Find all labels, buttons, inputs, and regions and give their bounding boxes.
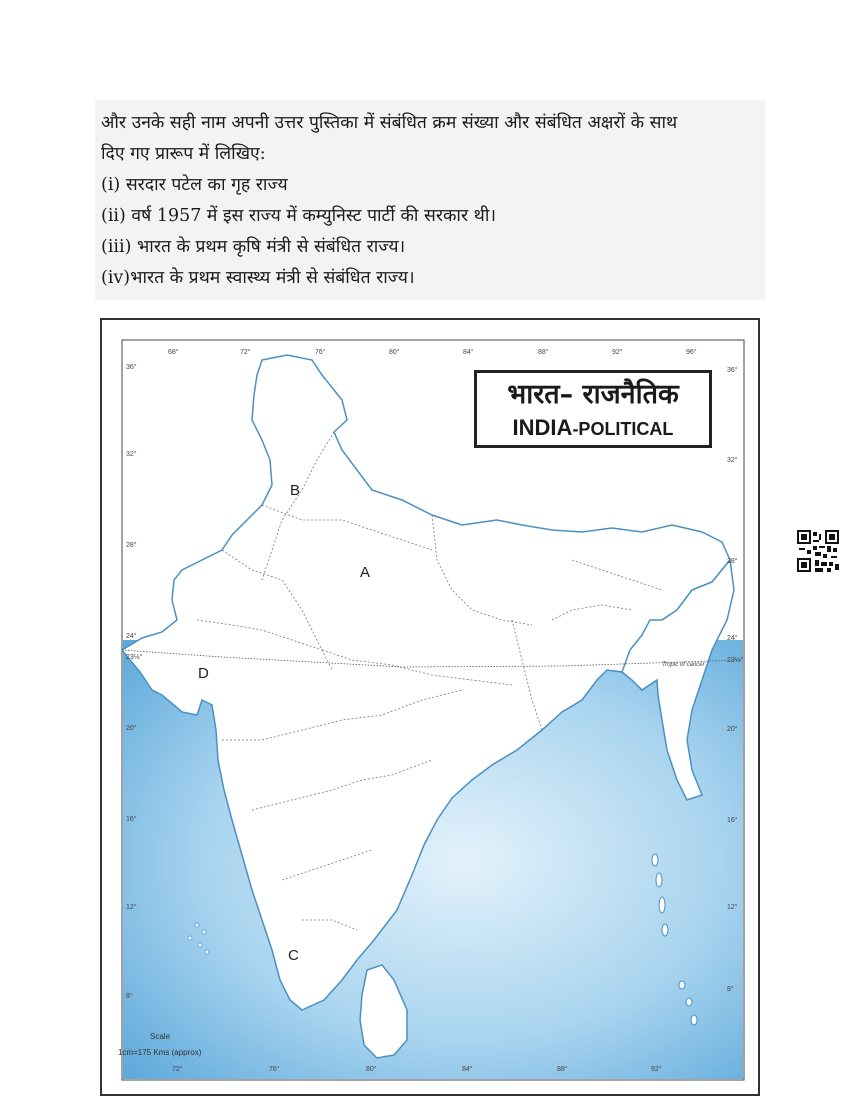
scale-label: Scale: [150, 1032, 171, 1041]
map-title-english-sub: -POLITICAL: [572, 419, 674, 439]
map-marker-b: B: [290, 482, 301, 499]
question-item-2: (ii) वर्ष 1957 में इस राज्य में कम्युनिस्ट पार्टी की सरकार थी।: [101, 206, 497, 226]
right-latitude-9: 8°: [727, 986, 734, 993]
right-latitude-2: 32°: [727, 457, 738, 464]
right-latitude-6: 20°: [727, 726, 738, 733]
left-latitude-8: 12°: [126, 904, 137, 911]
top-longitude-2: 72°: [240, 349, 251, 356]
left-latitude-5: 23½°: [126, 654, 143, 661]
right-latitude-5: 23½°: [727, 657, 744, 664]
top-longitude-5: 84°: [463, 349, 474, 356]
bottom-longitude-6: 92°: [651, 1066, 662, 1073]
scale-value: 1cm=175 Kms (approx): [118, 1048, 202, 1057]
map-title-english: [477, 413, 709, 444]
top-longitude-8: 96°: [686, 349, 697, 356]
map-marker-a: A: [360, 564, 371, 581]
bottom-longitude-5: 88°: [557, 1066, 568, 1073]
left-latitude-4: 24°: [126, 633, 137, 640]
question-intro-line-1: और उनके सही नाम अपनी उत्तर पुस्तिका में संबंधित क्रम संख्या और संबंधित अक्षरों के साथ: [101, 113, 678, 133]
map-title-english-main: INDIA: [512, 415, 573, 440]
left-latitude-1: 36°: [126, 364, 137, 371]
question-intro-line-2: दिए गए प्रारूप में लिखिए:: [101, 144, 266, 164]
left-latitude-6: 20°: [126, 725, 137, 732]
top-longitude-3: 76°: [315, 349, 326, 356]
left-latitude-9: 8°: [126, 993, 133, 1000]
right-latitude-7: 16°: [727, 817, 738, 824]
map-title-box: [474, 370, 712, 448]
map-title-hindi: भारत– राजनैतिक: [507, 379, 679, 410]
map-marker-d: D: [198, 665, 209, 682]
bottom-longitude-1: 72°: [172, 1066, 183, 1073]
right-latitude-4: 24°: [727, 635, 738, 642]
map-marker-c: C: [288, 947, 299, 964]
right-latitude-3: 28°: [727, 558, 738, 565]
top-longitude-1: 68°: [168, 349, 179, 356]
top-longitude-6: 88°: [538, 349, 549, 356]
bottom-longitude-2: 76°: [269, 1066, 280, 1073]
top-longitude-7: 92°: [612, 349, 623, 356]
bottom-longitude-3: 80°: [366, 1066, 377, 1073]
right-latitude-1: 36°: [727, 367, 738, 374]
india-political-map: [100, 318, 760, 1096]
left-latitude-3: 28°: [126, 542, 137, 549]
tropic-of-cancer-label: Tropic of cancer: [662, 662, 705, 668]
right-latitude-8: 12°: [727, 904, 738, 911]
question-item-3: (iii) भारत के प्रथम कृषि मंत्री से संबंधित राज्य।: [101, 237, 406, 257]
question-item-1: (i) सरदार पटेल का गृह राज्य: [101, 175, 288, 195]
bottom-longitude-4: 84°: [462, 1066, 473, 1073]
top-longitude-4: 80°: [389, 349, 400, 356]
qr-code-icon: [797, 530, 839, 572]
left-latitude-7: 16°: [126, 816, 137, 823]
question-item-4: (iv)भारत के प्रथम स्वास्थ्य मंत्री से संबंधित राज्य।: [101, 268, 415, 288]
left-latitude-2: 32°: [126, 451, 137, 458]
question-block: [95, 100, 765, 300]
